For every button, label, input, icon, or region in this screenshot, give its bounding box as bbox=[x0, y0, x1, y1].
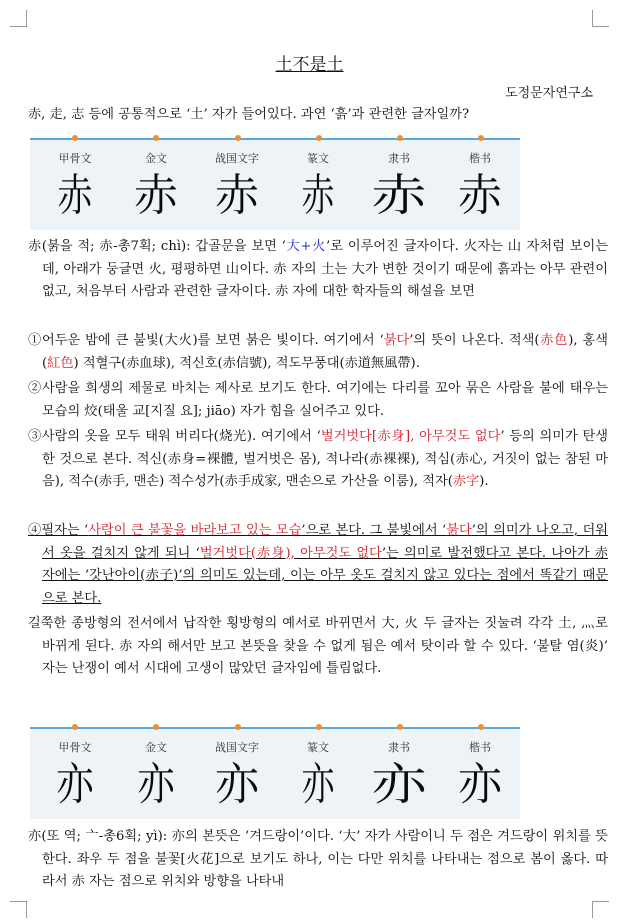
regular-script-glyph: 赤 bbox=[458, 170, 502, 221]
timeline-bar bbox=[30, 138, 520, 140]
organization-name: 도정문자연구소 bbox=[505, 86, 593, 101]
intro-paragraph: 赤, 走, 志 등에 공통적으로 ‘土’ 자가 들어있다. 과연 ‘흙’과 관련한 글자일까? bbox=[28, 107, 470, 122]
timeline-tick bbox=[397, 135, 403, 141]
timeline-tick bbox=[478, 135, 484, 141]
warring-states-glyph: 赤 bbox=[215, 170, 259, 221]
emphasis-red: 붉다 bbox=[446, 523, 472, 538]
chi-explanation-4-author-view bbox=[28, 520, 608, 610]
clerical-script-glyph: 赤 bbox=[371, 170, 427, 221]
timeline-tick bbox=[316, 135, 322, 141]
emphasis-red: 벌거벗다[赤身], 아무것도 없다 bbox=[320, 429, 501, 444]
timeline-tick bbox=[478, 724, 484, 730]
timeline-tick bbox=[153, 135, 159, 141]
text-run: ). bbox=[479, 474, 489, 489]
timeline-tick bbox=[316, 724, 322, 730]
seal-script-glyph: 赤 bbox=[301, 170, 335, 221]
regular-script-glyph: 亦 bbox=[458, 759, 502, 810]
chi-explanation-2: ②사람을 희생의 제물로 바치는 제사로 보기도 한다. 여기에는 다리를 꼬아 묶은 사람을 불에 태우는 모습의 烄(태울 교[지질 요]; jiāo) 자가 힘을 실어주고 있다. bbox=[28, 381, 608, 419]
yi-definition: 亦(또 역; 亠-총6획; yì): 亦의 본뜻은 ‘겨드랑이’이다. ‘大’ 자가 사람이니 두 점은 겨드랑이 위치를 뜻한다. 좌우 두 점을 불꽃[火花]으로 보기도 하나, 이는 다만 위치를 나타내는 점으로 봄이 옳다. 따라서 赤 자는 점으로 위치와 방향을 나타내 bbox=[28, 829, 608, 889]
chi-explanation-3 bbox=[28, 426, 608, 494]
bronze-glyph: 亦 bbox=[137, 759, 175, 810]
seal-script-glyph: 亦 bbox=[301, 759, 335, 810]
emphasis-red: 벌거벗다(赤身), 아무것도 없다 bbox=[199, 545, 382, 561]
text-run: ④필자는 ‘ bbox=[28, 523, 89, 538]
text-run: ’ 등의 의미가 탄생한 것으로 본다. 적신(赤身=裸體, 벌거벗은 몸), 적나라(赤裸裸), 적심(赤心, 거짓이 없는 참된 마음), 적수(赤手, 맨손) 적수성가(赤手成家, 맨손으로 가산을 이룸), 적자( bbox=[42, 429, 608, 489]
oracle-bone-glyph: 赤 bbox=[57, 170, 93, 221]
script-label: 楷书 bbox=[469, 152, 491, 165]
chi-explanation-1 bbox=[28, 330, 608, 375]
text-run: ’의 뜻이 나온다. 적색( bbox=[409, 333, 540, 348]
timeline-tick bbox=[397, 724, 403, 730]
text-run: ①어두운 밤에 큰 불빛(大火)를 보면 붉은 빛이다. 여기에서 ‘ bbox=[28, 333, 384, 348]
emphasis-red: 붉다 bbox=[383, 333, 410, 348]
text-run: ’의 의미가 나오고, 더워서 옷을 걸치지 않게 되니 ‘ bbox=[42, 523, 608, 561]
text-run: ’으로 본다. 그 불빛에서 ‘ bbox=[301, 523, 447, 538]
timeline-tick bbox=[235, 724, 241, 730]
script-evolution-yi bbox=[30, 727, 520, 819]
timeline-bar bbox=[30, 727, 520, 729]
timeline-tick bbox=[72, 135, 78, 141]
page-corner-mark bbox=[10, 10, 27, 27]
script-label: 隶书 bbox=[388, 741, 410, 754]
chi-definition bbox=[28, 236, 608, 304]
chi-rest: ’로 이루어진 글자이다. 火자는 山 자처럼 보이는데, 아래가 둥글면 火, 평평하면 山이다. 赤 자의 土는 大가 변한 것이기 때문에 흙과는 아무 관련이 없고, 처음부터 사람과 관련한 글자이다. 赤 자에 대한 학자들의 해설을 보면 bbox=[42, 239, 608, 299]
script-label: 隶书 bbox=[388, 152, 410, 165]
emphasis-red: 사람이 큰 불꽃을 바라보고 있는 모습 bbox=[88, 523, 302, 538]
chi-clerical-change-note: 길쭉한 종방형의 전서에서 납작한 횡방형의 예서로 바뀌면서 大, 火 두 글자는 짓눌려 각각 土, 灬로 바뀌게 된다. 赤 자의 해서만 보고 본뜻을 찾을 수 없게 됨은 예서 탓이라 할 수 있다. ‘불탈 염(炎)’ 자는 난쟁이 예서 시대에 고생이 많았던 글자임에 틀림없다. bbox=[28, 616, 608, 676]
oracle-bone-glyph: 亦 bbox=[56, 759, 94, 810]
page-corner-mark bbox=[10, 901, 27, 918]
emphasis-red: 赤色 bbox=[539, 333, 569, 348]
script-label: 战国文字 bbox=[215, 741, 259, 754]
script-label: 战国文字 bbox=[215, 152, 259, 165]
warring-states-glyph: 亦 bbox=[215, 759, 259, 810]
emphasis-red: 赤字 bbox=[452, 474, 480, 489]
document-title: 土不是土 bbox=[275, 55, 344, 75]
timeline-tick bbox=[235, 135, 241, 141]
text-run: ’는 의미로 발전했다고 본다. 나아가 赤 자에는 ‘갓난아이(赤子)’의 의미도 있는데, 이는 아무 옷도 걸치지 않고 있다는 점에서 똑같기 때문으로 본다. bbox=[42, 545, 608, 606]
script-label: 甲骨文 bbox=[58, 741, 92, 754]
page-corner-mark bbox=[592, 10, 609, 27]
clerical-script-glyph: 亦 bbox=[371, 759, 427, 810]
script-evolution-chi bbox=[30, 138, 520, 230]
timeline-tick bbox=[72, 724, 78, 730]
script-label: 楷书 bbox=[469, 741, 491, 754]
page-corner-mark bbox=[592, 901, 609, 918]
text-run: ), 홍색( bbox=[42, 333, 608, 371]
script-label: 金文 bbox=[145, 152, 167, 165]
emphasis-red: 紅色 bbox=[47, 355, 74, 371]
text-run: ③사람의 옷을 모두 태워 버리다(烧光). 여기에서 ‘ bbox=[28, 429, 321, 444]
chi-head: 赤(붉을 적; 赤-총7획; chì): 갑골문을 보면 ‘ bbox=[28, 239, 286, 254]
script-label: 甲骨文 bbox=[58, 152, 92, 165]
text-run: ) 적혈구(赤血球), 적신호(赤信號), 적도무풍대(赤道無風帶). bbox=[73, 355, 420, 371]
chi-formula: 大+火 bbox=[285, 239, 327, 254]
timeline-tick bbox=[153, 724, 159, 730]
script-label: 篆文 bbox=[307, 152, 329, 165]
bronze-glyph: 赤 bbox=[134, 170, 178, 221]
script-label: 篆文 bbox=[307, 741, 329, 754]
script-label: 金文 bbox=[145, 741, 167, 754]
